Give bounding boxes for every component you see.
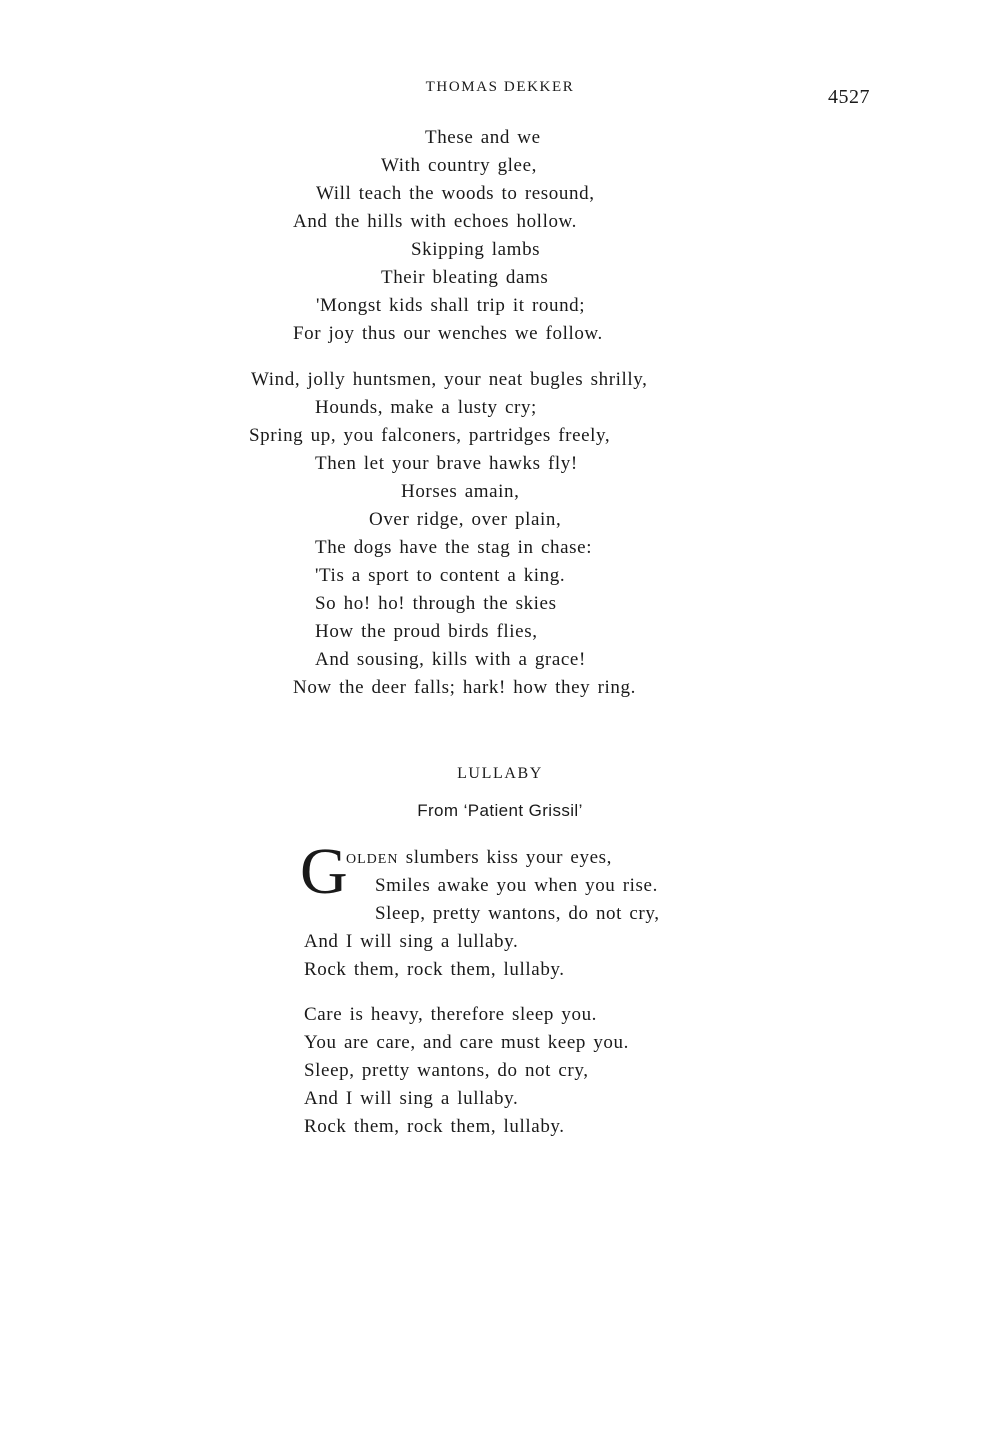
first-word-smallcaps: OLDEN — [346, 852, 399, 867]
verse-line: Their bleating dams — [381, 267, 549, 288]
verse-line: With country glee, — [381, 155, 537, 176]
verse-line: Now the deer falls; hark! how they ring. — [293, 677, 636, 698]
running-title: THOMAS DEKKER — [425, 79, 575, 95]
page-number: 4527 — [828, 86, 870, 108]
verse-line: Rock them, rock them, lullaby. — [304, 1116, 565, 1137]
verse-line: You are care, and care must keep you. — [304, 1032, 629, 1053]
verse-line: Will teach the woods to resound, — [316, 183, 595, 204]
verse-line: Horses amain, — [401, 481, 520, 502]
verse-line: And the hills with echoes hollow. — [293, 211, 577, 232]
verse-line: 'Tis a sport to content a king. — [315, 565, 566, 586]
poem-source: From ‘Patient Grissil’ — [417, 801, 583, 820]
verse-line: Wind, jolly huntsmen, your neat bugles shrilly, — [251, 369, 648, 390]
verse-line: Care is heavy, therefore sleep you. — [304, 1004, 598, 1025]
verse-line: 'Mongst kids shall trip it round; — [316, 295, 586, 316]
verse-line: Smiles awake you when you rise. — [375, 875, 658, 896]
verse-line: Sleep, pretty wantons, do not cry, — [304, 1060, 589, 1081]
verse-line: And sousing, kills with a grace! — [315, 649, 586, 670]
verse-line: Rock them, rock them, lullaby. — [304, 959, 565, 980]
verse-line: Then let your brave hawks fly! — [315, 453, 578, 474]
drop-cap: G — [300, 835, 348, 908]
verse-line: Over ridge, over plain, — [369, 509, 562, 530]
verse-line: These and we — [425, 127, 541, 148]
verse-line: Skipping lambs — [411, 239, 541, 260]
verse-line: Hounds, make a lusty cry; — [315, 397, 537, 418]
verse-line: How the proud birds flies, — [315, 621, 538, 642]
verse-line: Spring up, you falconers, partridges freely, — [249, 425, 611, 446]
verse-line-text: slumbers kiss your eyes, — [398, 847, 612, 868]
verse-line: So ho! ho! through the skies — [315, 593, 557, 614]
verse-line: For joy thus our wenches we follow. — [293, 323, 603, 344]
verse-line: Sleep, pretty wantons, do not cry, — [375, 903, 660, 924]
poem-title: LULLABY — [457, 765, 543, 782]
verse-line: And I will sing a lullaby. — [304, 931, 519, 952]
verse-line-first — [346, 846, 612, 872]
verse-line: And I will sing a lullaby. — [304, 1088, 519, 1109]
verse-line: The dogs have the stag in chase: — [315, 537, 593, 558]
